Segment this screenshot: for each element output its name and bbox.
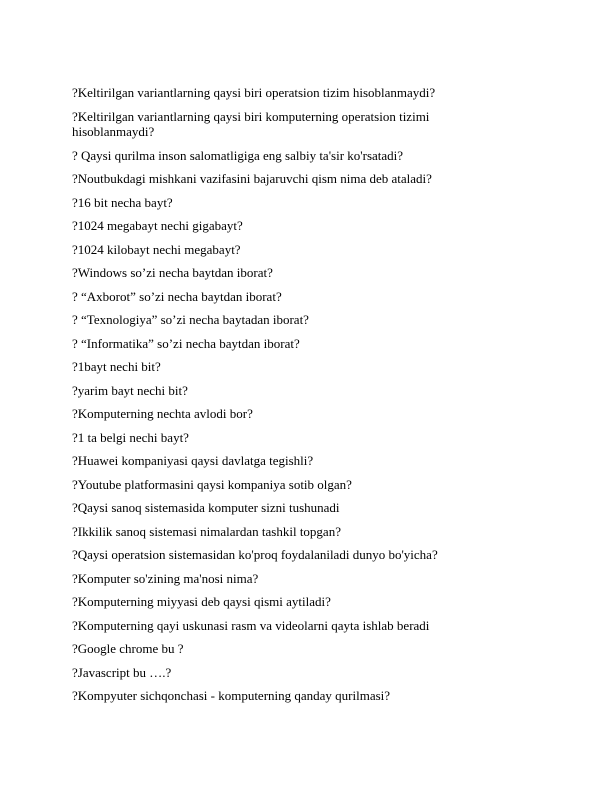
question-line: ?Qaysi sanoq sistemasida komputer sizni tushunadi [72,500,340,515]
question-line: ?Qaysi operatsion sistemasidan ko'proq foydalaniladi dunyo bo'yicha? [72,547,438,562]
question-line: ?Keltirilgan variantlarning qaysi biri operatsion tizim hisoblanmaydi? [72,85,436,100]
question-line: ?Ikkilik sanoq sistemasi nimalardan tashkil topgan? [72,523,341,539]
question-line: ?1 ta belgi nechi bayt? [72,429,189,445]
question-line: ?1bayt nechi bit? [72,359,161,374]
question-line: ?Komputerning miyyasi deb qaysi qismi aytiladi? [72,594,331,609]
question-line: ? “Informatika” so’zi necha baytdan iborat? [72,335,300,351]
question-line: ?Huawei kompaniyasi qaysi davlatga tegishli? [72,453,314,468]
question-line: ?Youtube platformasini qaysi kompaniya sotib olgan? [72,476,352,492]
question-line: ?Komputer so'zining ma'nosi nima? [72,570,259,586]
question-line: ?Noutbukdagi mishkani vazifasini bajaruvchi qism nima deb ataladi? [72,171,432,186]
question-line: ?Komputerning nechta avlodi bor? [72,406,253,421]
question-line: ?Keltirilgan variantlarning qaysi biri komputerning operatsion tizimi hisoblanmaydi? [72,108,430,139]
question-line: ?Kompyuter sichqonchasi - komputerning qanday qurilmasi? [72,688,391,703]
question-line: ?1024 kilobayt nechi megabayt? [72,241,241,257]
question-list [72,85,502,712]
question-line: ? “Axborot” so’zi necha baytdan iborat? [72,288,282,304]
question-line: ?yarim bayt nechi bit? [72,382,188,398]
question-line: ?Javascript bu ….? [72,664,172,680]
question-line: ?1024 megabayt nechi gigabayt? [72,218,243,233]
question-line: ?Google chrome bu ? [72,641,184,656]
question-line: ? Qaysi qurilma inson salomatligiga eng salbiy ta'sir ko'rsatadi? [72,147,404,163]
question-line: ?16 bit necha bayt? [72,194,173,210]
question-line: ?Windows so’zi necha baytdan iborat? [72,265,273,280]
question-line: ? “Texnologiya” so’zi necha baytadan iborat? [72,312,309,327]
question-line: ?Komputerning qayi uskunasi rasm va videolarni qayta ishlab beradi [72,617,430,633]
